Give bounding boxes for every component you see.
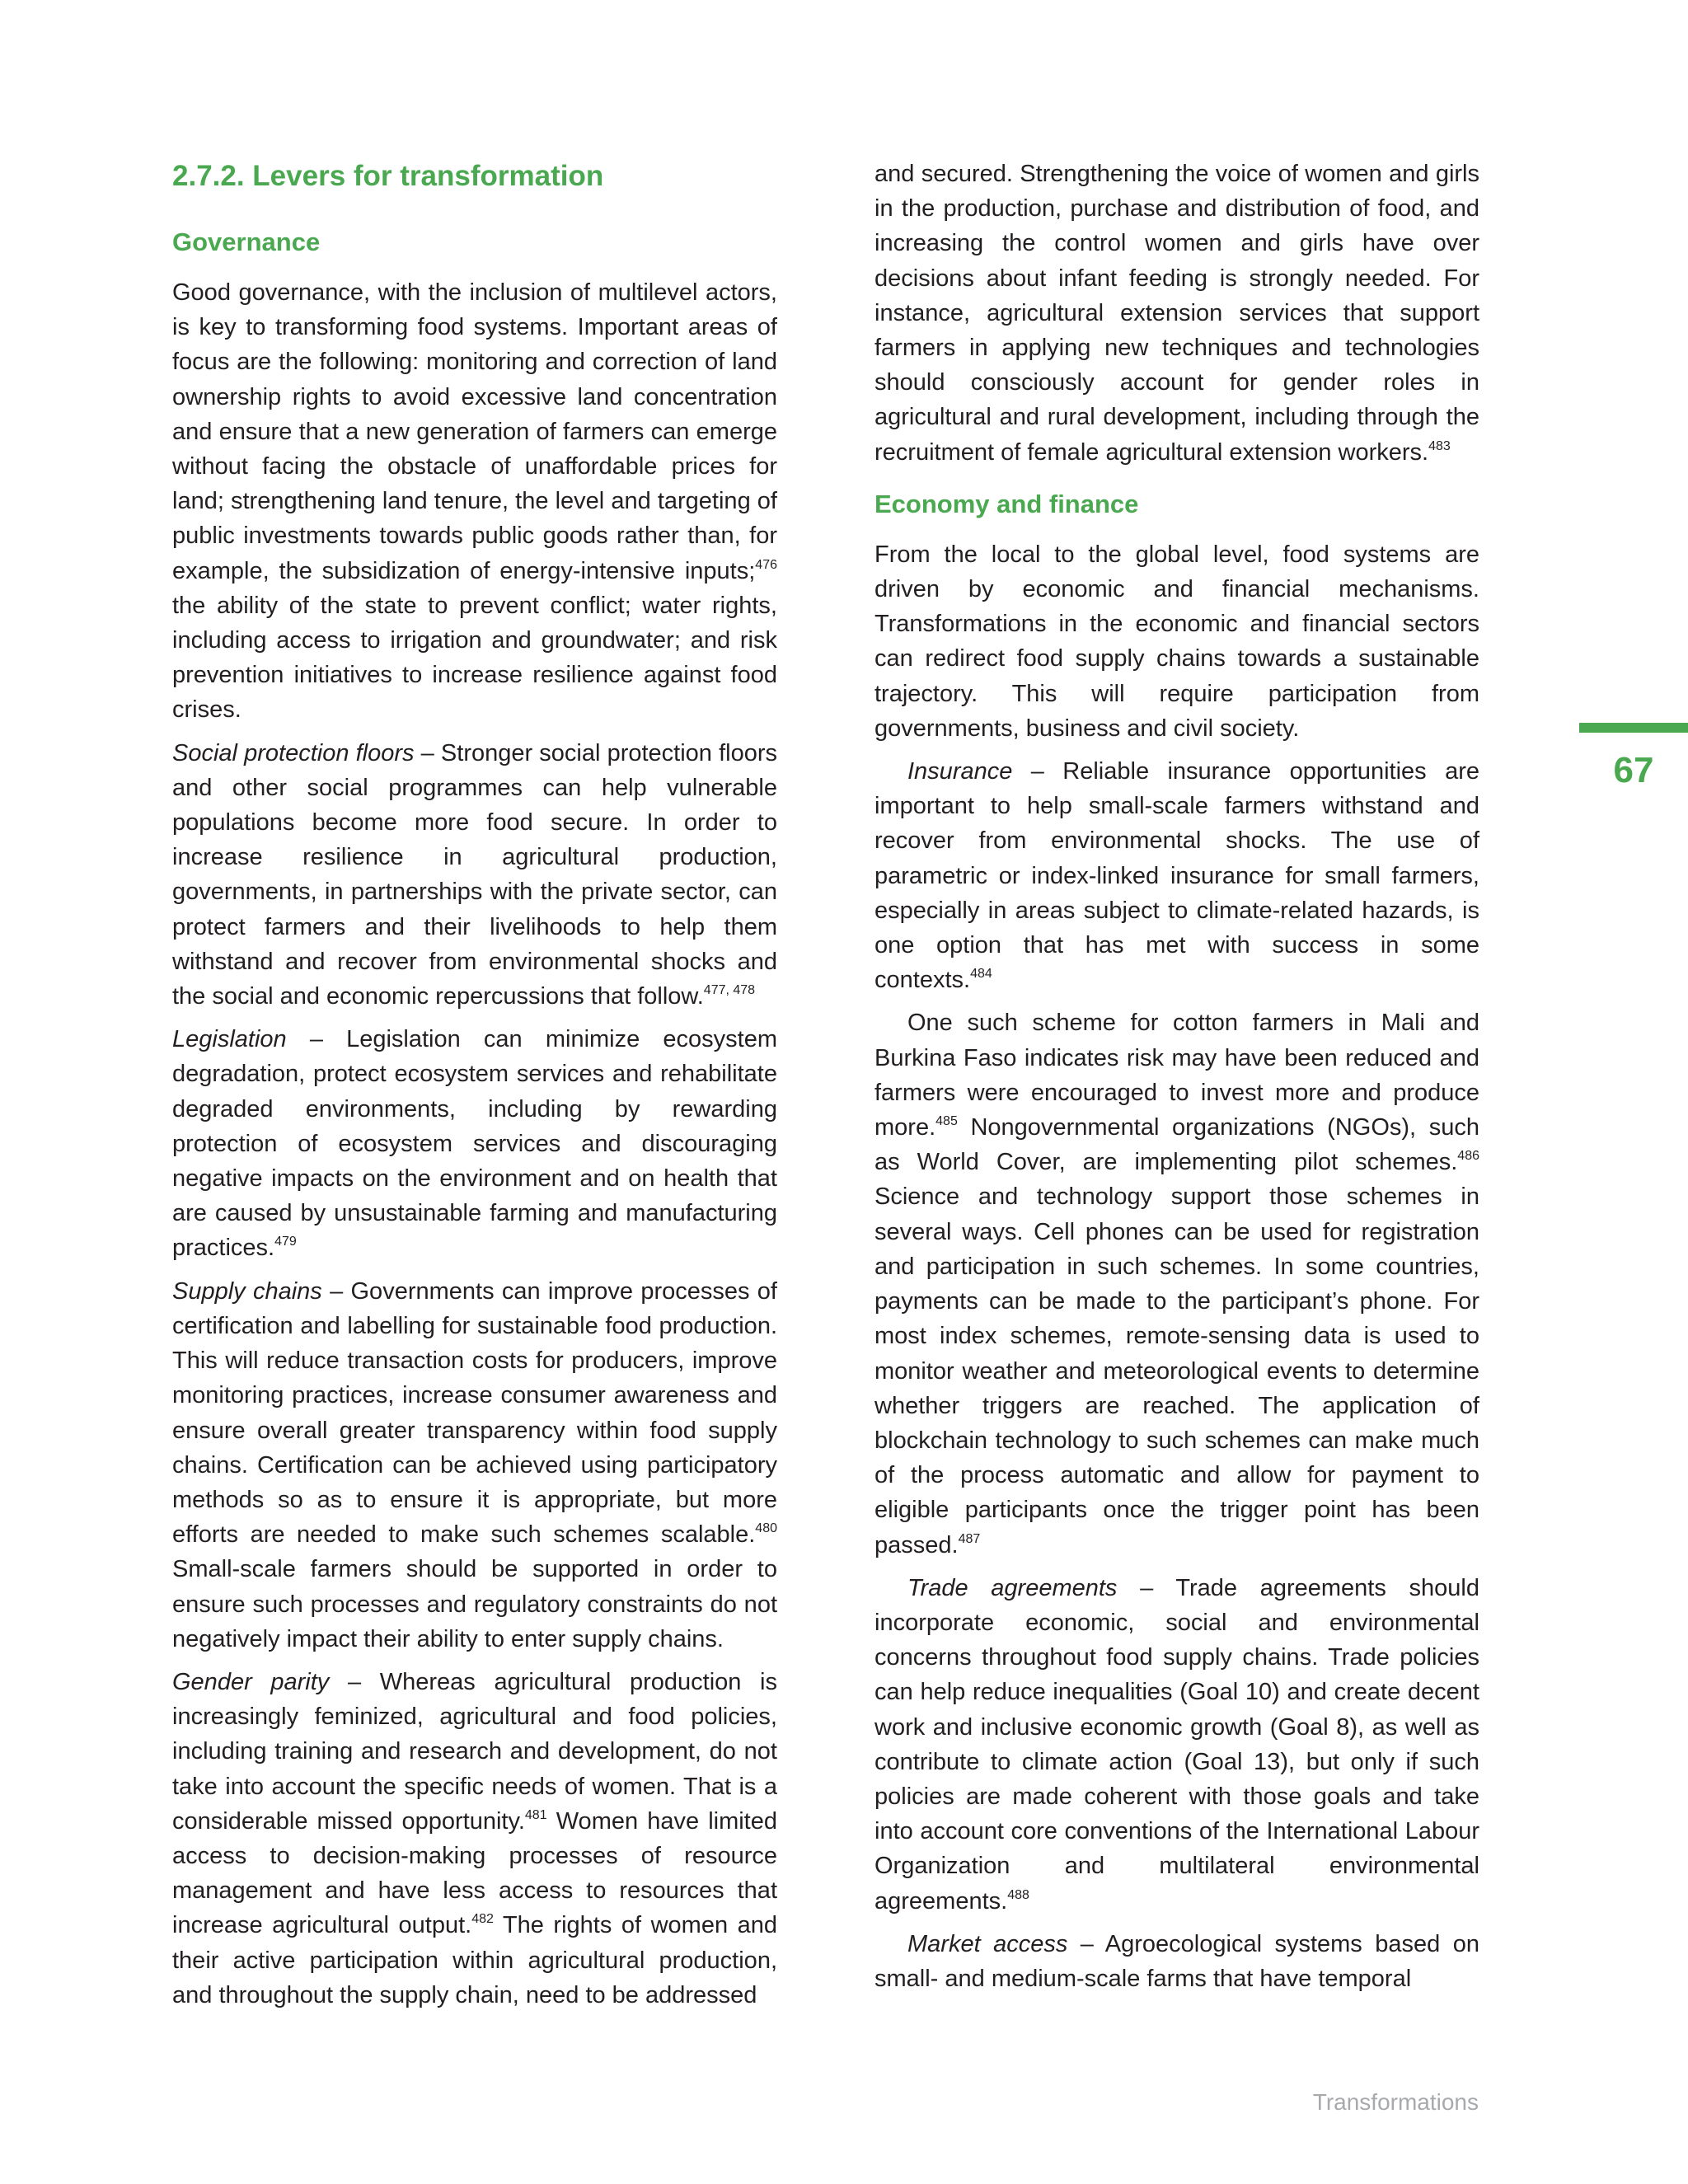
page-tab-bar xyxy=(1579,723,1688,733)
governance-paragraph: Good governance, with the inclusion of multilevel actors, is key to transforming food systems. Important areas of focus are the following: monitoring and correction of land ownership rights to avoid excessive land concentration and ensure that a new generation of farmers can emerge without facing the obstacle of unaffordable prices for land; strengthening land tenure, the level and targeting of public investments towards public goods rather than, for example, the subsidization of energy-intensive inputs;$^{476}$ the ability of the state to prevent conflict; water rights, including access to irrigation and groundwater; and risk prevention initiatives to increase resilience against food crises. xyxy=(172,279,777,724)
footnote-ref: 476 xyxy=(755,557,777,572)
footnote-ref: 482 xyxy=(471,1912,494,1927)
trade-agreements-paragraph: Trade agreements – Trade agreements should incorporate economic, social and environmental concerns throughout food supply chains. Trade policies can help reduce inequalities (Goal 10) and create decent work and inclusive economic growth (Goal 8), as well as contribute to climate action (Goal 13), but only if such policies are made coherent with those goals and take into account core conventions of the International Labour Organization and multilateral environmental agreements.$^{488}$ xyxy=(874,1574,1479,1915)
term-label: Legislation xyxy=(172,1026,287,1053)
footnote-ref: 481 xyxy=(524,1807,547,1822)
footnote-ref: 487 xyxy=(958,1531,981,1546)
footnote-ref: 484 xyxy=(970,967,992,982)
term-label: Gender parity xyxy=(172,1668,330,1695)
supply-chains-paragraph: Supply chains – Governments can improve processes of certification and labelling for sustainable food production. This will reduce transaction costs for producers, improve monitoring practices, increase consumer awareness and ensure overall greater transparency within food supply chains. Certification can be achieved using participatory methods so as to ensure it is appropriate, but more efforts are needed to make such schemes scalable.$^{480}$ Small-scale farmers should be supported in order to ensure such processes and regulatory constraints do not negatively impact their ability to enter supply chains. xyxy=(172,1277,777,1652)
term-label: Market access xyxy=(907,1930,1068,1957)
running-footer: Transformations xyxy=(1312,2089,1479,2115)
footnote-ref: 486 xyxy=(1457,1149,1479,1164)
page-number: 67 xyxy=(1613,750,1654,790)
footnote-ref: 485 xyxy=(935,1114,958,1129)
section-heading: 2.7.2. Levers for transformation xyxy=(172,160,604,192)
term-label: Insurance xyxy=(907,758,1013,785)
footnote-ref: 479 xyxy=(274,1235,297,1249)
economy-heading: Economy and finance xyxy=(874,489,1139,518)
legislation-paragraph: Legislation – Legislation can minimize ecosystem degradation, protect ecosystem services and rehabilitate degraded environments, including by rewarding protection of ecosystem services and discouraging negative impacts on the environment and on health that are caused by unsustainable farming and manufacturing practices.$^{479}$ xyxy=(172,1026,777,1262)
term-label: Trade agreements xyxy=(907,1574,1118,1601)
gender-parity-continued: and secured. Strengthening the voice of women and girls in the production, purchase and distribution of food, and increasing the control women and girls have over decisions about infant feeding is strongly needed. For instance, agricultural extension services that support farmers in applying new techniques and technologies should consciously account for gender roles in agricultural and rural development, including through the recruitment of female agricultural extension workers.$^{483}$ xyxy=(874,161,1479,466)
footnote-ref: 488 xyxy=(1007,1887,1029,1902)
governance-heading: Governance xyxy=(172,227,321,256)
market-access-paragraph: Market access – Agroecological systems based on small- and medium-scale farms that have temporal xyxy=(874,1930,1479,1992)
social-protection-paragraph: Social protection floors – Stronger social protection floors and other social programmes can help vulnerable populations become more food secure. In order to increase resilience in agricultural production, governments, in partnerships with the private sector, can protect farmers and their livelihoods to help them withstand and recover from environmental shocks and the social and economic repercussions that follow.$^{477, 478}$ xyxy=(172,739,777,1010)
right-column xyxy=(874,157,1479,2004)
footnote-ref: 477, 478 xyxy=(703,983,756,998)
economy-paragraph: From the local to the global level, food systems are driven by economic and financial mechanisms. Transformations in the economic and financial sectors can redirect food supply chains towards a sustainable trajectory. This will require participation from governments, business and civil society. xyxy=(874,541,1479,742)
left-column xyxy=(172,157,777,2021)
term-label: Social protection floors xyxy=(172,739,415,766)
insurance-paragraph: Insurance – Reliable insurance opportunities are important to help small-scale farmers withstand and recover from environmental shocks. The use of parametric or index-linked insurance for small farmers, especially in areas subject to climate-related hazards, is one option that has met with success in some contexts.$^{484}$ xyxy=(874,758,1479,994)
gender-parity-paragraph: Gender parity – Whereas agricultural production is increasingly feminized, agricultural and food policies, including training and research and development, do not take into account the specific needs of women. That is a considerable missed opportunity.$^{481}$ Women have limited access to decision-making processes of resource management and have less access to resources that increase agricultural output.$^{482}$ The rights of women and their active participation within agricultural production, and throughout the supply chain, need to be addressed xyxy=(172,1668,778,2008)
scheme-paragraph: One such scheme for cotton farmers in Mali and Burkina Faso indicates risk may have been reduced and farmers were encouraged to invest more and produce more.$^{485}$ Nongovernmental organizations (NGOs), such as World Cover, are implementing pilot schemes.$^{486}$ Science and technology support those schemes in several ways. Cell phones can be used for registration and participation in such schemes. In some countries, payments can be made to the participant’s phone. For most index schemes, remote-sensing data is used to monitor weather and meteorological events to determine whether triggers are reached. The application of blockchain technology to such schemes can make much of the process automatic and allow for payment to eligible participants once the trigger point has been passed.$^{487}$ xyxy=(874,1010,1479,1558)
footnote-ref: 483 xyxy=(1428,438,1451,453)
term-label: Supply chains xyxy=(172,1277,322,1305)
footnote-ref: 480 xyxy=(755,1521,777,1536)
